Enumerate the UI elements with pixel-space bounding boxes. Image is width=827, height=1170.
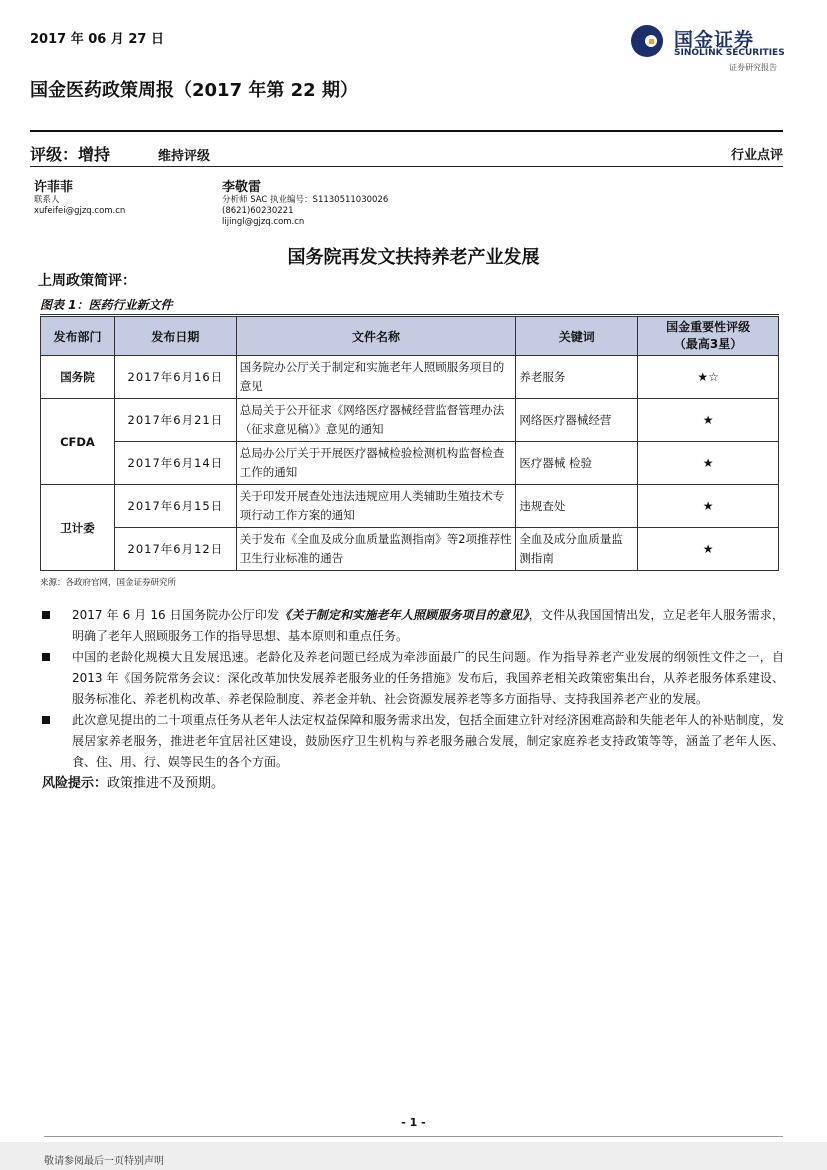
date-cell: 2017年6月14日 (114, 442, 236, 485)
policy-table (40, 316, 779, 571)
logo-en-text: SINOLINK SECURITIES (674, 48, 785, 58)
col-header-rating: 国金重要性评级 （最高3星） (638, 317, 779, 356)
doc-cell: 关于印发开展查处违法违规应用人类辅助生殖技术专项行动工作方案的通知 (236, 485, 516, 528)
table-row (41, 399, 779, 442)
analyst-email[interactable]: lijingl@gjzq.com.cn (222, 217, 305, 227)
footer-rule (44, 1136, 783, 1137)
logo-cn-text: 国金证券 (674, 29, 755, 51)
table-row (41, 485, 779, 528)
table-row (41, 442, 779, 485)
rating-cell: ★☆ (638, 356, 779, 399)
figure-rule (40, 314, 779, 315)
logo-subtitle: 证券研究报告 (729, 63, 777, 72)
bullet-emphasis: 《关于制定和实施老年人照顾服务项目的意见》 (279, 608, 529, 622)
risk-note (42, 773, 784, 795)
main-title: 国务院再发文扶持养老产业发展 (287, 247, 540, 268)
analyst-name: 李敬雷 (222, 180, 262, 195)
analyst-block-1 (34, 176, 125, 217)
bullet-square-icon (42, 716, 50, 724)
table-row (41, 528, 779, 571)
bullet-text: ，文件从我国国情出发，立足老年人服务需求，明确了老年人照顾服务工作的指导思想、基本原则和重点任务。 (72, 608, 784, 643)
header-rule (30, 130, 783, 132)
bullet-text: 2017 年 6 月 16 日国务院办公厅印发 (72, 608, 280, 622)
doc-cell: 国务院办公厅关于制定和实施老年人照顾服务项目的意见 (236, 356, 516, 399)
doc-cell: 关于发布《全血及成分血质量监测指南》等2项推荐性卫生行业标准的通告 (236, 528, 516, 571)
col-header-date: 发布日期 (114, 317, 236, 356)
section-title: 上周政策简评： (38, 273, 136, 289)
logo-emblem-icon (630, 24, 664, 58)
disclaimer-note: 敬请参阅最后一页特别声明 (44, 1156, 164, 1167)
keyword-cell: 全血及成分血质量监测指南 (516, 528, 638, 571)
keyword-cell: 违规查处 (516, 485, 638, 528)
bullet-item (42, 647, 784, 710)
analyst-name: 许菲菲 (34, 180, 74, 195)
keyword-cell: 网络医疗器械经营 (516, 399, 638, 442)
rating-cell: ★ (638, 442, 779, 485)
dept-cell: CFDA (41, 399, 115, 485)
analyst-sac-id: 分析师 SAC 执业编号：S1130511030026 (222, 195, 389, 205)
bullet-text: 此次意见提出的二十项重点任务从老年人法定权益保障和服务需求出发，包括全面建立针对经济困难高龄和失能老年人的补贴制度，发展居家养老服务，推进老年宜居社区建设，鼓励医疗卫生机构与养老服务融合发展，制定家庭养老支持政策等等，涵盖了老年人医、食、住、用、行、娱等民生的各个方面。 (72, 713, 784, 769)
date-cell: 2017年6月12日 (114, 528, 236, 571)
table-source: 来源：各政府官网，国金证券研究所 (40, 578, 177, 588)
report-title: 国金医药政策周报（2017 年第 22 期） (30, 80, 358, 101)
commentary-bullets (42, 605, 784, 795)
table-header-row (41, 317, 779, 356)
risk-text: 政策推进不及预期。 (107, 776, 225, 791)
page-number: - 1 - (401, 1116, 426, 1129)
rating-cell: ★ (638, 485, 779, 528)
rating-rule (30, 166, 783, 167)
dept-cell: 卫计委 (41, 485, 115, 571)
table-row (41, 356, 779, 399)
analyst-role: 联系人 (34, 195, 60, 205)
rating-cell: ★ (638, 528, 779, 571)
dept-cell: 国务院 (41, 356, 115, 399)
risk-label: 风险提示： (42, 776, 108, 791)
col-header-doc: 文件名称 (236, 317, 516, 356)
bullet-item (42, 605, 784, 647)
col-header-dept: 发布部门 (41, 317, 115, 356)
bullet-square-icon (42, 653, 50, 661)
bullet-square-icon (42, 611, 50, 619)
analyst-email[interactable]: xufeifei@gjzq.com.cn (34, 206, 126, 216)
date-cell: 2017年6月15日 (114, 485, 236, 528)
bullet-item (42, 710, 784, 773)
keyword-cell: 养老服务 (516, 356, 638, 399)
col-header-keyword: 关键词 (516, 317, 638, 356)
bullet-text: 中国的老龄化规模大且发展迅速。老龄化及养老问题已经成为牵涉面最广的民生问题。作为指导养老产业发展的纲领性文件之一，自 2013 年《国务院常务会议：深化改革加快发展养老服务业的任务措施》发布后，我国养老相关政策密集出台，从养老服务体系建设、服务标准化、养老机构改革、养老保险制度、养老金并轨、社会资源发展养老等多方面指导、支持我国养老产业的发展。 (72, 650, 784, 706)
company-logo (630, 24, 790, 76)
rating-label: 评级：增持 (30, 145, 111, 164)
figure-title: 图表 1：医药行业新文件 (40, 298, 173, 312)
analyst-phone: (8621)60230221 (222, 206, 294, 216)
date-cell: 2017年6月16日 (114, 356, 236, 399)
report-date: 2017 年 06 月 27 日 (30, 32, 164, 47)
report-category: 行业点评 (730, 148, 783, 163)
doc-cell: 总局办公厅关于开展医疗器械检验检测机构监督检查工作的通知 (236, 442, 516, 485)
keyword-cell: 医疗器械 检验 (516, 442, 638, 485)
rating-action: 维持评级 (158, 149, 211, 164)
doc-cell: 总局关于公开征求《网络医疗器械经营监督管理办法（征求意见稿）》意见的通知 (236, 399, 516, 442)
analyst-block-2 (222, 176, 388, 228)
date-cell: 2017年6月21日 (114, 399, 236, 442)
rating-cell: ★ (638, 399, 779, 442)
